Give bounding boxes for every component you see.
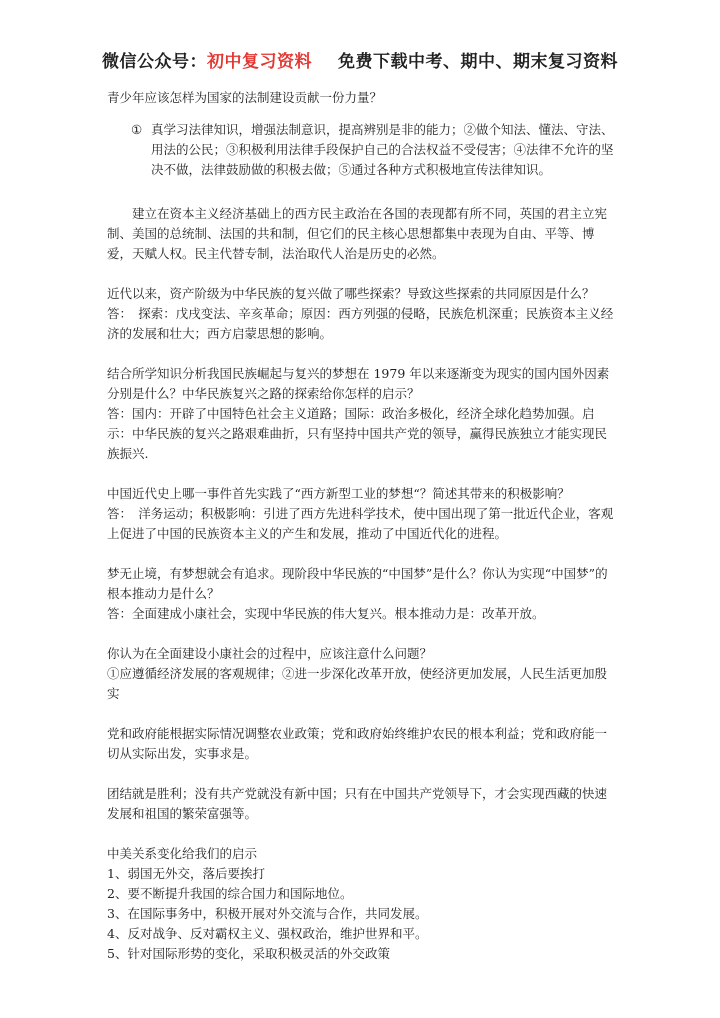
document-body xyxy=(107,88,617,964)
question-industry: 中国近代史上哪一事件首先实践了“西方新型工业的梦想“？简述其带来的积极影响？ xyxy=(107,486,570,501)
header-banner xyxy=(0,50,720,74)
answer-law-text: 真学习法律知识，增强法制意识，提高辨别是非的能力；②做个知法、懂法、守法、用法的公民；③积极利用法律手段保护自己的合法权益不受侵害；④法律不允许的坚决不做，法律鼓励做的积极去做；⑤通过各种方式积极地宣传法律知识。 xyxy=(151,122,614,177)
question-exploration: 近代以来，资产阶级为中华民族的复兴做了哪些探索？导致这些探索的共同原因是什么？ xyxy=(107,286,595,301)
banner-highlight: 初中复习资料 xyxy=(207,52,312,72)
paragraph-unity: 团结就是胜利；没有共产党就没有新中国；只有在中国共产党领导下，才会实现西藏的快速发展和祖国的繁荣富强等。 xyxy=(107,786,608,821)
answer-industry: 答： 洋务运动；积极影响：引进了西方先进科学技术，使中国出现了第一批近代企业，客观上促进了中国的民族资本主义的产生和发展，推动了中国近代化的进程。 xyxy=(107,506,614,541)
answer-law xyxy=(131,120,617,180)
list-title: 中美关系变化给我们的启示 xyxy=(107,846,258,861)
answer-exploration: 答： 探索：戊戌变法、辛亥革命；原因：西方列强的侵略，民族危机深重；民族资本主义经济的发展和壮大；西方启蒙思想的影响。 xyxy=(107,306,614,341)
banner-suffix: 免费下载中考、期中、期末复习资料 xyxy=(338,52,618,72)
answer-rejuvenation: 答：国内：开辟了中国特色社会主义道路；国际：政治多极化，经济全球化趋势加强。启示：中华民族的复兴之路艰难曲折，只有坚持中国共产党的领导，赢得民族独立才能实现民族振兴. xyxy=(107,406,608,461)
paragraph-agriculture: 党和政府能根据实际情况调整农业政策；党和政府始终维护农民的根本利益；党和政府能一切从实际出发，实事求是。 xyxy=(107,726,608,761)
list-item: 3、在国际事务中，积极开展对外交流与合作，共同发展。 xyxy=(107,906,428,921)
answer-law-number: ① xyxy=(131,122,143,137)
question-rejuvenation: 结合所学知识分析我国民族崛起与复兴的梦想在 1979 年以来逐渐变为现实的国内国外因素分别是什么？中华民族复兴之路的探索给你怎样的启示？ xyxy=(107,366,610,401)
banner-prefix: 微信公众号： xyxy=(102,52,207,72)
list-item: 1、弱国无外交，落后要挨打 xyxy=(107,866,265,881)
list-item: 5、针对国际形势的变化，采取积极灵活的外交政策 xyxy=(107,946,390,961)
paragraph-democracy: 建立在资本主义经济基础上的西方民主政治在各国的表现都有所不同，英国的君主立宪制、美国的总统制、法国的共和制，但它们的民主核心思想都集中表现为自由、平等、博爱，天赋人权。民主代替专制，法治取代人治是历史的必然。 xyxy=(107,206,608,261)
answer-xiaokang: ①应遵循经济发展的客观规律；②进一步深化改革开放，使经济更加发展，人民生活更加殷实 xyxy=(107,666,608,701)
question-china-dream: 梦无止境，有梦想就会有追求。现阶段中华民族的“中国梦”是什么？你认为实现“中国梦”的根本推动力是什么？ xyxy=(107,566,608,601)
list-item: 2、要不断提升我国的综合国力和国际地位。 xyxy=(107,886,353,901)
question-xiaokang: 你认为在全面建设小康社会的过程中，应该注意什么问题？ xyxy=(107,646,433,661)
question-law: 青少年应该怎样为国家的法制建设贡献一份力量？ xyxy=(107,90,383,105)
list-item: 4、反对战争、反对霸权主义、强权政治，维护世界和平。 xyxy=(107,926,428,941)
answer-china-dream: 答：全面建成小康社会，实现中华民族的伟大复兴。根本推动力是：改革开放。 xyxy=(107,606,545,621)
